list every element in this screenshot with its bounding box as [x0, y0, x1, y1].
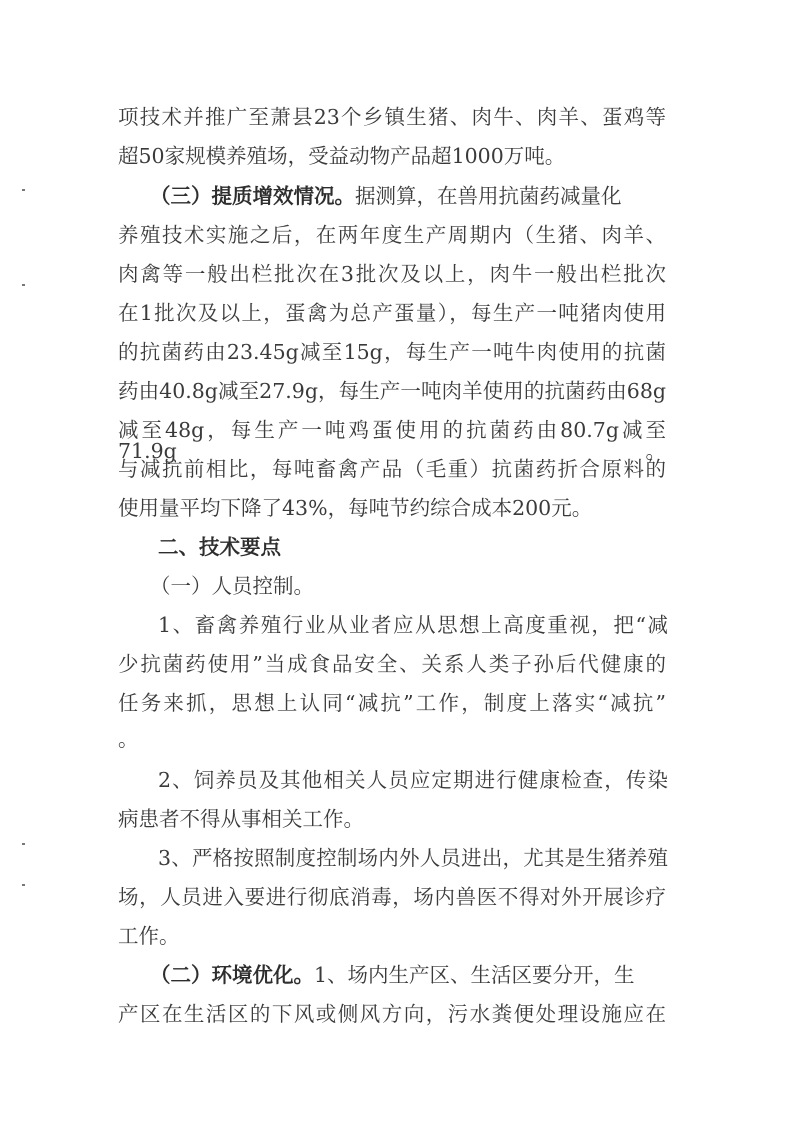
scan-mark: [22, 843, 25, 845]
body-line: 少抗菌药使用”当成食品安全、关系人类子孙后代健康的: [118, 652, 666, 676]
body-line: 。: [118, 727, 139, 751]
body-line: 3、严格按照制度控制场内外人员进出，尤其是生猪养殖: [158, 846, 668, 870]
section-heading: （三）提质增效情况。: [150, 184, 355, 208]
body-line: 2、饲养员及其他相关人员应定期进行健康检查，传染: [158, 768, 668, 792]
scan-mark: [22, 189, 25, 191]
body-line: 养殖技术实施之后，在两年度生产周期内（生猪、肉羊、: [118, 223, 666, 247]
body-line: 工作。: [118, 924, 180, 948]
main-heading: 二、技术要点: [158, 535, 281, 559]
env-heading: （二）环境优化。: [150, 963, 314, 987]
scan-mark: [22, 884, 25, 886]
body-line: 使用量平均下降了43%，每吨节约综合成本200元。: [118, 496, 593, 520]
body-line: 场，人员进入要进行彻底消毒，场内兽医不得对外开展诊疗: [118, 885, 666, 909]
body-line: 在1批次及以上，蛋禽为总产蛋量），每生产一吨猪肉使用: [118, 301, 666, 325]
body-line: 肉禽等一般出栏批次在3批次及以上，肉牛一般出栏批次: [118, 262, 666, 286]
body-line: 与减抗前相比，每吨畜禽产品（毛重）抗菌药折合原料的: [118, 457, 666, 481]
body-line: 病患者不得从事相关工作。: [118, 807, 364, 831]
body-line: 产区在生活区的下风或侧风方向，污水粪便处理设施应在: [118, 1002, 666, 1026]
body-line: 1、畜禽养殖行业从业者应从思想上高度重视，把“减: [158, 613, 668, 637]
env-heading-rest: 1、场内生产区、生活区要分开，生: [314, 963, 635, 987]
body-line: 任务来抓，思想上认同“减抗”工作，制度上落实“减抗”: [118, 691, 666, 715]
body-line: 减至48g，每生产一吨鸡蛋使用的抗菌药由80.7g减至71.9g。: [118, 418, 666, 463]
body-line: 的抗菌药由23.45g减至15g，每生产一吨牛肉使用的抗菌: [118, 340, 666, 364]
section-heading-line: [150, 186, 670, 207]
body-line: 超50家规模养殖场，受益动物产品超1000万吨。: [118, 144, 566, 168]
body-line: 药由40.8g减至27.9g，每生产一吨肉羊使用的抗菌药由68g: [118, 379, 666, 403]
env-heading-line: [150, 965, 670, 986]
section-heading-rest: 据测算，在兽用抗菌药减量化: [355, 184, 622, 208]
scan-mark: [22, 284, 25, 286]
subsection-heading: （一）人员控制。: [150, 574, 314, 598]
body-line: 项技术并推广至萧县23个乡镇生猪、肉牛、肉羊、蛋鸡等: [118, 105, 666, 129]
